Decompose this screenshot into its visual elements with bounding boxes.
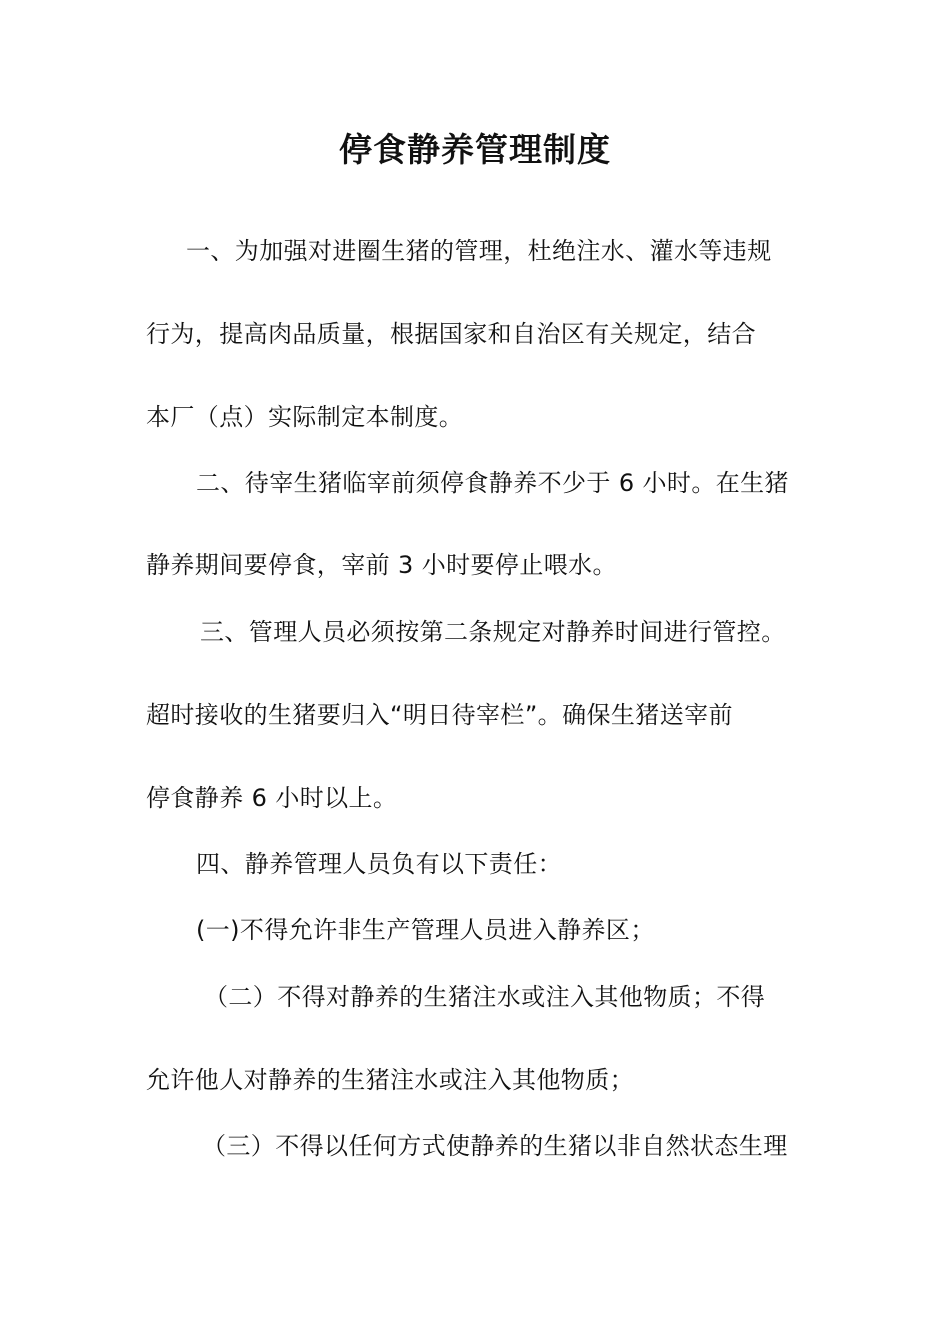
paragraph-1-line-1: 一、为加强对进圈生猪的管理，杜绝注水、灌水等违规 bbox=[186, 237, 772, 265]
paragraph-2-line-2: 静养期间要停食，宰前 3 小时要停止喂水。 bbox=[146, 551, 617, 579]
paragraph-2-line-1: 二、待宰生猪临宰前须停食静养不少于 6 小时。在生猪 bbox=[196, 469, 789, 497]
paragraph-3-line-2: 超时接收的生猪要归入“明日待宰栏”。确保生猪送宰前 bbox=[146, 701, 733, 729]
paragraph-1-line-3: 本厂（点）实际制定本制度。 bbox=[146, 403, 464, 431]
paragraph-3-line-3: 停食静养 6 小时以上。 bbox=[146, 784, 398, 812]
responsibility-item-2-line-2: 允许他人对静养的生猪注水或注入其他物质； bbox=[146, 1066, 634, 1094]
responsibility-item-2-line-1: （二）不得对静养的生猪注水或注入其他物质；不得 bbox=[204, 983, 766, 1011]
responsibility-item-1: (一)不得允许非生产管理人员进入静养区； bbox=[196, 916, 655, 944]
paragraph-4-heading: 四、静养管理人员负有以下责任： bbox=[196, 850, 562, 878]
document-title: 停食静养管理制度 bbox=[339, 130, 611, 169]
paragraph-1-line-2: 行为，提高肉品质量，根据国家和自治区有关规定，结合 bbox=[146, 320, 756, 348]
paragraph-3-line-1: 三、管理人员必须按第二条规定对静养时间进行管控。 bbox=[200, 618, 786, 646]
responsibility-item-3-line-1: （三）不得以任何方式使静养的生猪以非自然状态生理 bbox=[202, 1132, 788, 1160]
